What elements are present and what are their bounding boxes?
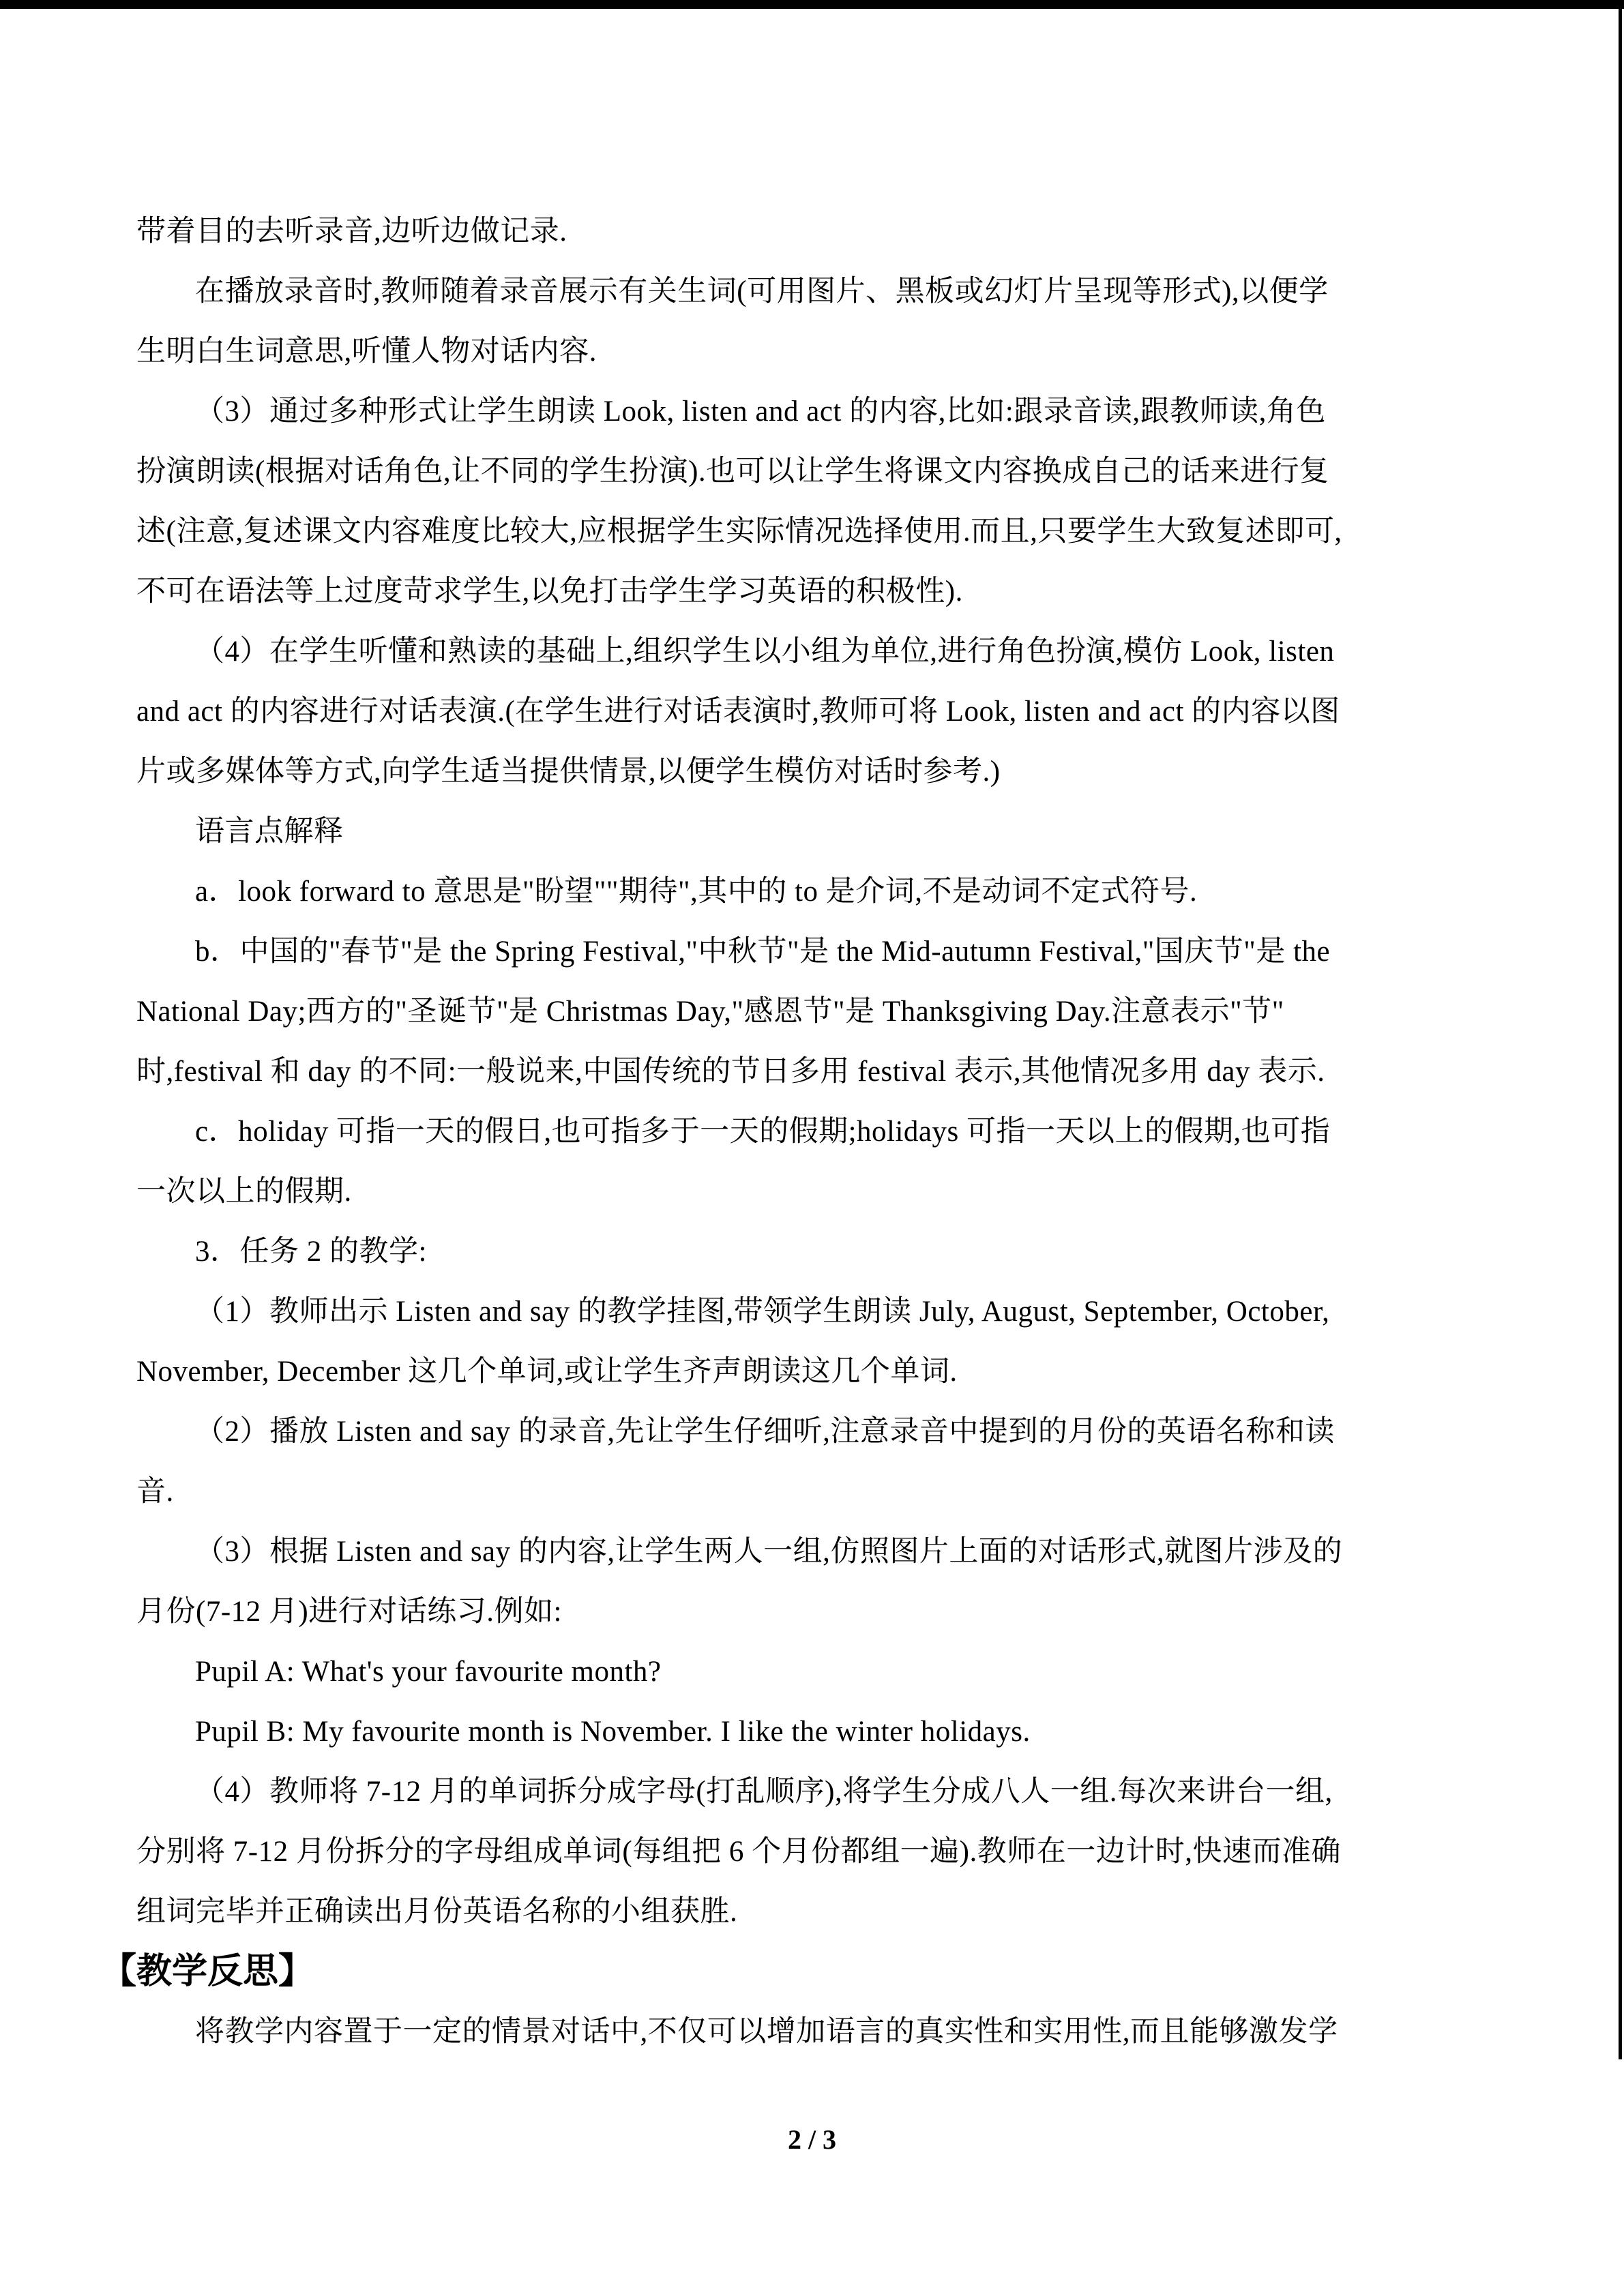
text-line: a．look forward to 意思是"盼望""期待",其中的 to 是介词,不是动词不定式符号. [195,876,1198,908]
text-line: c．holiday 可指一天的假日,也可指多于一天的假期;holidays 可指一天以上的假期,也可指 [195,1116,1331,1148]
text-line: 时,festival 和 day 的不同:一般说来,中国传统的节日多用 festival 表示,其他情况多用 day 表示. [136,1056,1325,1088]
text-line: 3．任务 2 的教学: [195,1236,427,1268]
scan-border-top [0,0,1624,9]
text-line: 不可在语法等上过度苛求学生,以免打击学生学习英语的积极性). [136,576,963,608]
text-line: 语言点解释 [195,816,344,848]
text-line: （4）在学生听懂和熟读的基础上,组织学生以小组为单位,进行角色扮演,模仿 Look, listen [195,636,1335,668]
text-line: 在播放录音时,教师随着录音展示有关生词(可用图片、黑板或幻灯片呈现等形式),以便学 [195,275,1329,308]
text-line: 生明白生词意思,听懂人物对话内容. [136,336,597,368]
text-line: Pupil B: My favourite month is November. I like the winter holidays. [195,1716,1031,1748]
text-line: 片或多媒体等方式,向学生适当提供情景,以便学生模仿对话时参考.) [136,756,1001,788]
page-number: 2 / 3 [787,2124,837,2155]
text-line: b．中国的"春节"是 the Spring Festival,"中秋节"是 the Mid-autumn Festival,"国庆节"是 the [195,936,1331,968]
scan-border-right [1619,0,1622,2059]
text-line: and act 的内容进行对话表演.(在学生进行对话表演时,教师可将 Look, listen and act 的内容以图 [136,696,1340,728]
section-heading-teaching-reflection: 【教学反思】 [101,1952,314,1991]
text-line: （3）通过多种形式让学生朗读 Look, listen and act 的内容,比如:跟录音读,跟教师读,角色 [195,396,1326,428]
text-line: 扮演朗读(根据对话角色,让不同的学生扮演).也可以让学生将课文内容换成自己的话来进行复 [136,456,1329,488]
text-line: 月份(7-12 月)进行对话练习.例如: [136,1596,562,1628]
text-line: 一次以上的假期. [136,1176,352,1208]
text-line: November, December 这几个单词,或让学生齐声朗读这几个单词. [136,1356,958,1388]
text-line: （2）播放 Listen and say 的录音,先让学生仔细听,注意录音中提到的月份的英语名称和读 [195,1416,1335,1448]
text-line: 述(注意,复述课文内容难度比较大,应根据学生实际情况选择使用.而且,只要学生大致复述即可, [136,516,1342,548]
text-line: 分别将 7-12 月份拆分的字母组成单词(每组把 6 个月份都组一遍).教师在一边计时,快速而准确 [136,1836,1341,1868]
text-line: （1）教师出示 Listen and say 的教学挂图,带领学生朗读 July, August, September, October, [195,1296,1330,1328]
text-line: 组词完毕并正确读出月份英语名称的小组获胜. [136,1896,738,1928]
text-line: （3）根据 Listen and say 的内容,让学生两人一组,仿照图片上面的对话形式,就图片涉及的 [195,1536,1343,1568]
text-line: National Day;西方的"圣诞节"是 Christmas Day,"感恩节"是 Thanksgiving Day.注意表示"节" [136,996,1284,1028]
text-line: Pupil A: What's your favourite month? [195,1656,662,1688]
text-line: 音. [136,1476,174,1508]
text-line: （4）教师将 7-12 月的单词拆分成字母(打乱顺序),将学生分成八人一组.每次来讲台一组, [195,1776,1333,1808]
text-line: 带着目的去听录音,边听边做记录. [136,215,567,248]
document-body [101,202,1490,2062]
text-line: 将教学内容置于一定的情景对话中,不仅可以增加语言的真实性和实用性,而且能够激发学 [195,2016,1338,2048]
